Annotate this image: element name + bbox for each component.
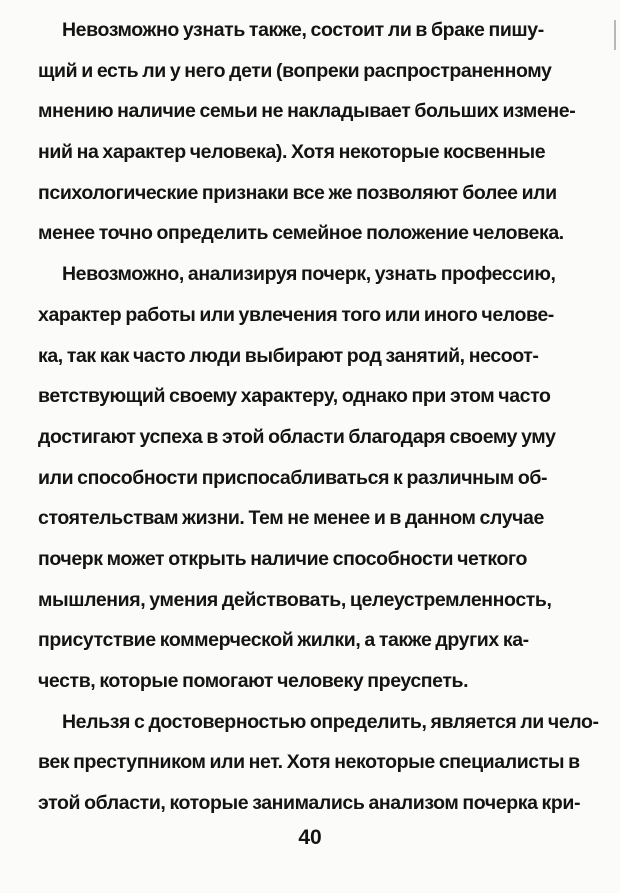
text-line: честв, которые помогают человеку преуспеть.	[38, 670, 469, 692]
text-line: Невозможно, анализируя почерк, узнать профессию,	[62, 263, 556, 286]
text-line: Невозможно узнать также, состоит ли в браке пишу-	[62, 19, 544, 41]
text-line: мышления, умения действовать, целеустремленность,	[38, 588, 552, 611]
text-line: этой области, которые занимались анализом почерка кри-	[38, 792, 581, 815]
text-line: менее точно определить семейное положение человека.	[38, 222, 564, 245]
text-line: мнению наличие семьи не накладывает больших измене-	[38, 100, 576, 123]
paragraph-1	[38, 10, 588, 254]
text-line: достигают успеха в этой области благодаря своему уму	[38, 425, 556, 448]
text-line: присутствие коммерческой жилки, а также других ка-	[38, 629, 529, 652]
text-line: щий и есть ли у него дети (вопреки распространенному	[38, 59, 552, 82]
text-line: век преступником или нет. Хотя некоторые специалисты в	[38, 751, 580, 774]
page-number: 40	[298, 826, 322, 849]
paragraph-2	[38, 254, 588, 702]
text-line: почерк может открыть наличие способности четкого	[38, 547, 527, 570]
text-line: ветствующий своему характеру, однако при этом часто	[38, 385, 551, 408]
text-line: или способности приспосабливаться к различным об-	[38, 466, 548, 489]
text-line: характер работы или увлечения того или иного челове-	[38, 303, 554, 326]
scan-edge-mark	[614, 20, 616, 50]
text-line: ний на характер человека). Хотя некоторые косвенные	[38, 141, 546, 164]
page-text	[38, 10, 599, 824]
text-line: ка, так как часто люди выбирают род занятий, несоот-	[38, 344, 539, 367]
paragraph-3	[38, 702, 599, 824]
text-line: психологические признаки все же позволяют более или	[38, 181, 557, 204]
text-line: Нельзя с достоверностью определить, является ли чело-	[62, 710, 599, 733]
text-line: стоятельствам жизни. Тем не менее и в данном случае	[38, 507, 544, 530]
